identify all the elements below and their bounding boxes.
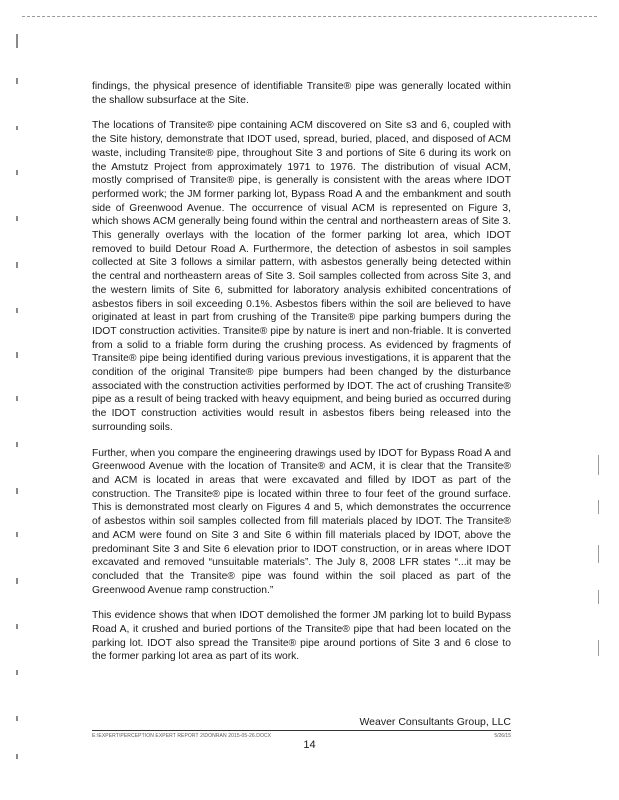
paragraph-evidence-summary: This evidence shows that when IDOT demolished the former JM parking lot to build Bypass Road A, it crushed and buried portions of the Transite® pipe that had been located on the parking lot. IDOT also spread the Transite® pipe around portions of Site 3 and 6 close to the former parking lot area as part of its work. (92, 610, 511, 663)
paragraph-transite-locations: The locations of Transite® pipe containing ACM discovered on Site s3 and 6, coupled with the Site history, demonstrate that IDOT used, spread, buried, placed, and disposed of ACM waste, including Transite® pipe, throughout Site 3 and portions of Site 6 during its work on the Amstutz Project from approximately 1971 to 1976. The distribution of visual ACM, mostly comprised of Transite® pipe, is generally is consistent with the areas where IDOT performed work; the JM former parking lot, Bypass Road A and the embankment and south side of Greenwood Avenue. The occurrence of visual ACM is represented on Figure 3, which shows ACM generally being found within the central and northeastern areas of Site 3. This generally overlays with the location of the former parking lot area, which IDOT removed to build Detour Road A. Furthermore, the detection of asbestos in soil samples collected at Site 3 follows a similar pattern, with asbestos generally being detected within the central and northeastern areas of Site 3. Soil samples collected from across Site 3, and the western limits of Site 6, submitted for laboratory analysis exhibited concentrations of asbestos fibers in soil exceeding 0.1%. Asbestos fibers within the soil are believed to have originated at least in part from crushing of the Transite® pipe parking bumpers during the IDOT construction activities. Transite® pipe by nature is inert and non-friable. It is converted from a solid to a friable form during the crushing process. As evidenced by fragments of Transite® pipe being identified during various previous investigations, it is apparent that the condition of the original Transite® pipe bumpers had been changed by the disturbance associated with the construction activities performed by IDOT. The act of crushing Transite® pipe as a result of being tracked with heavy equipment, and being buried as occurred during the IDOT construction activities would result in asbestos fibers being released into the surrounding soils. (92, 120, 511, 433)
left-binding-marks (14, 30, 26, 770)
footer-file-reference: E:\EXPERT\PERCEPTION EXPERT REPORT 2\DONRAN 2015-05-26.DOCX (92, 733, 272, 739)
document-body (92, 80, 511, 676)
top-scan-border (22, 16, 597, 17)
footer-company: Weaver Consultants Group, LLC (359, 716, 511, 728)
page-number: 14 (303, 739, 316, 751)
paragraph-continuation: findings, the physical presence of identifiable Transite® pipe was generally located within the shallow subsurface at the Site. (92, 81, 511, 106)
paragraph-engineering-drawings: Further, when you compare the engineering drawings used by IDOT for Bypass Road A and Greenwood Avenue with the location of Transite® and ACM, it is clear that the Transite® and ACM is located in areas that were excavated and filled by IDOT as part of the construction. The Transite® pipe is located within three to four feet of the ground surface. This is demonstrated most clearly on Figures 4 and 5, which demonstrates the occurrence of asbestos within soil samples collected from fill materials placed by IDOT. The Transite® and ACM were found on Site 3 and Site 6 within fill materials placed by IDOT, above the predominant Site 3 and Site 6 elevation prior to IDOT construction, or in areas where IDOT excavated and removed “unsuitable materials”. The July 8, 2008 LFR states “...it may be concluded that the Transite® pipe was found within the soil placed as part of the Greenwood Avenue ramp construction.” (92, 447, 511, 596)
footer-date: 5/26/15 (494, 733, 511, 739)
footer-rule (92, 730, 511, 731)
